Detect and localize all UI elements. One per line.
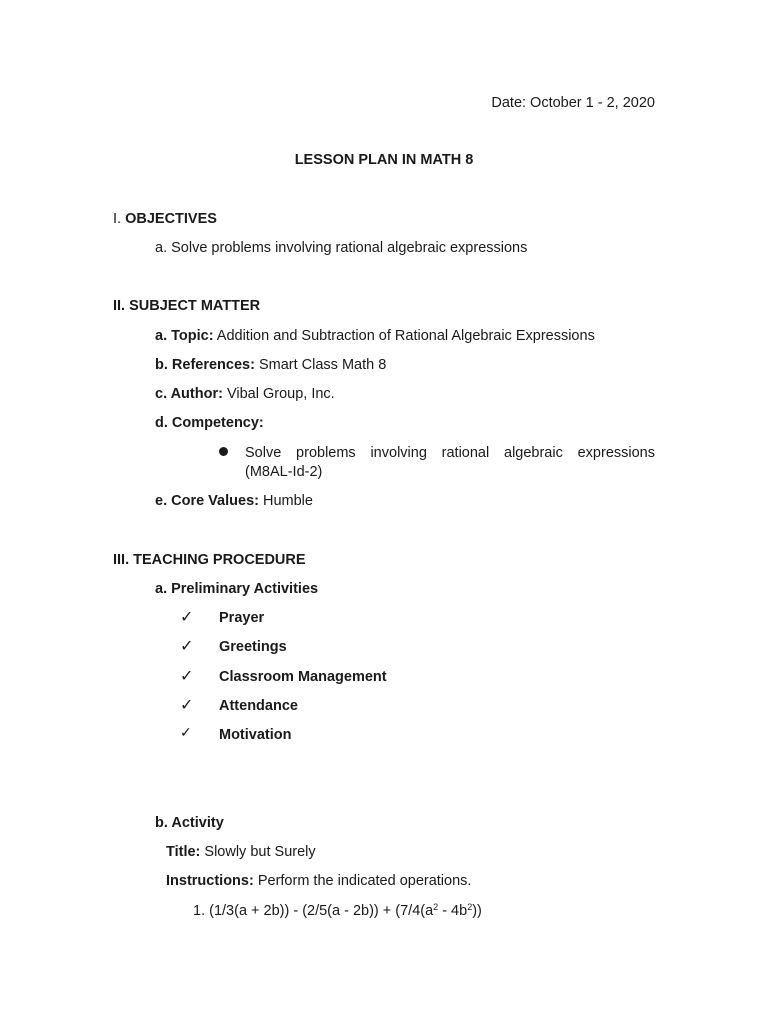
author-label: c. Author: (155, 386, 223, 402)
instructions-line (166, 872, 471, 890)
expression-part: (1/3(a + 2b)) - (2/5(a - 2b)) + (7/4(a (209, 903, 434, 919)
checkmark-icon: ✓ (180, 609, 194, 626)
references-label: b. References: (155, 357, 255, 373)
references-line (155, 356, 386, 374)
objectives-heading-number: I. (113, 211, 122, 227)
problem-1 (193, 902, 482, 920)
topic-value: Addition and Subtraction of Rational Algebraic Expressions (216, 328, 595, 344)
references-value: Smart Class Math 8 (258, 357, 387, 373)
competency-code: (M8AL-Id-2) (245, 464, 323, 480)
activity-title-line (166, 843, 316, 861)
preliminary-item-greetings: Greetings (219, 639, 287, 655)
activity-label: b. Activity (155, 815, 224, 831)
activity-title-value: Slowly but Surely (204, 844, 316, 860)
topic-label: a. Topic: (155, 328, 214, 344)
core-values-label: e. Core Values: (155, 493, 259, 509)
preliminary-item-motivation: Motivation (219, 727, 292, 743)
checkmark-icon: ✓ (180, 638, 194, 655)
expression-part: - 4b (438, 903, 468, 919)
instructions-value: Perform the indicated operations. (257, 873, 472, 889)
objectives-heading-label: OBJECTIVES (125, 211, 217, 227)
checkmark-icon: ✓ (180, 668, 194, 685)
problem-1-number: 1. (193, 903, 206, 919)
instructions-label: Instructions: (166, 873, 254, 889)
preliminary-activities-label: a. Preliminary Activities (155, 581, 319, 597)
checkmark-icon: ✓ (180, 724, 192, 740)
core-values-line (155, 492, 313, 510)
exponent: 2 (433, 902, 439, 912)
page-title: LESSON PLAN IN MATH 8 (294, 152, 474, 168)
activity-title-label: Title: (166, 844, 201, 860)
checkmark-icon: ✓ (180, 697, 194, 714)
competency-label: d. Competency: (155, 415, 264, 431)
core-values-value: Humble (263, 493, 313, 509)
teaching-procedure-heading: III. TEACHING PROCEDURE (113, 552, 306, 568)
subject-matter-heading: II. SUBJECT MATTER (113, 298, 261, 314)
author-line (155, 385, 335, 403)
preliminary-item-classroom-management: Classroom Management (219, 669, 387, 685)
preliminary-item-attendance: Attendance (219, 698, 298, 714)
competency-text: Solve problems involving rational algebraic expressions (245, 445, 655, 461)
topic-line (155, 327, 595, 345)
problem-1-expression (209, 903, 482, 919)
expression-part: )) (472, 903, 482, 919)
author-value: Vibal Group, Inc. (226, 386, 335, 402)
bullet-icon (219, 447, 228, 456)
preliminary-item-prayer: Prayer (219, 610, 265, 626)
exponent: 2 (467, 902, 473, 912)
lesson-date: Date: October 1 - 2, 2020 (491, 95, 655, 111)
objective-item-a: a. Solve problems involving rational algebraic expressions (155, 240, 528, 256)
objectives-heading (113, 210, 217, 228)
